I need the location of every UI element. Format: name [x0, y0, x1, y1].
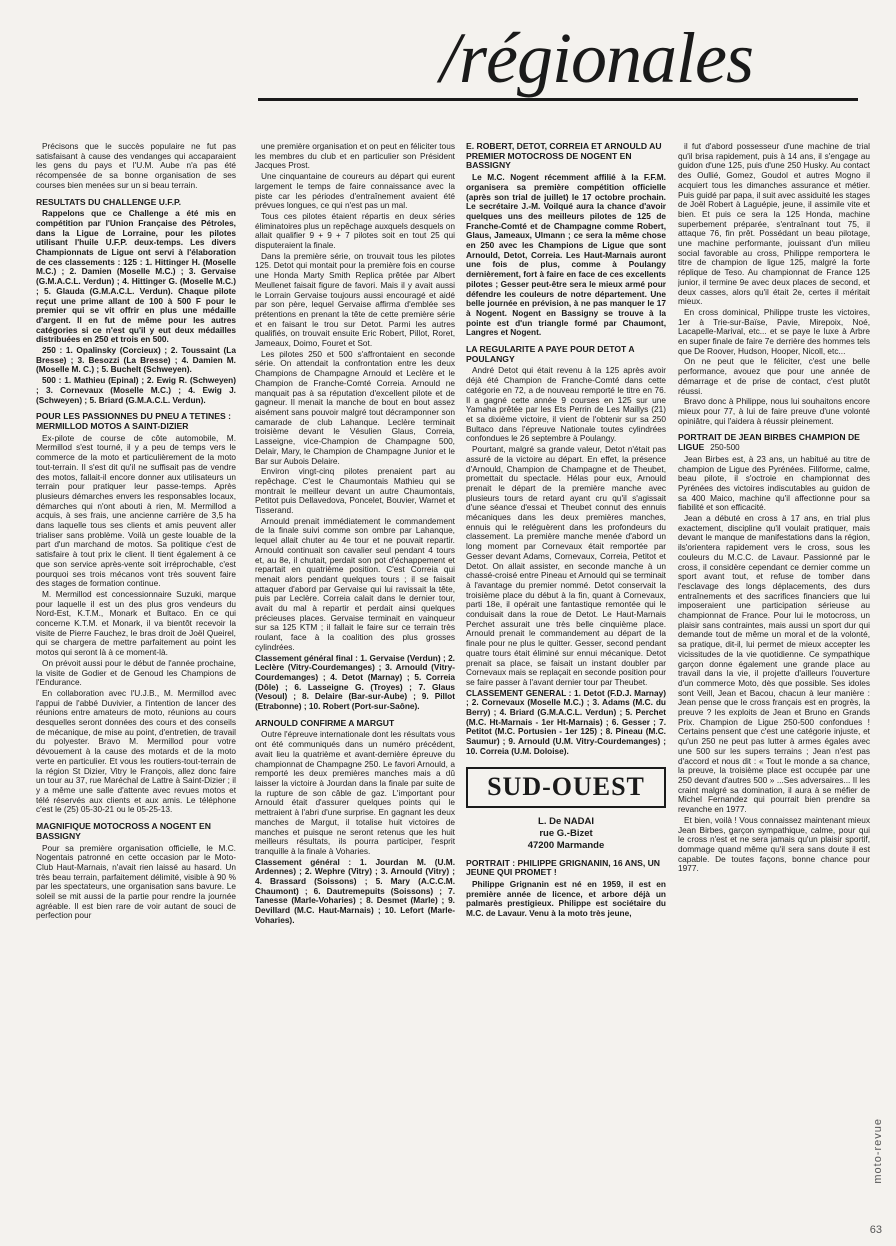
- paragraph: Classement général : 1. Jourdan M. (U.M. Ardennes) ; 2. Wephre (Vitry) ; 3. Arnould (Vitry) ; 4. Brassard (Soissons) ; 5. Mary (A.C.C.M. Chaumont) ; 6. Dautremepuits (Soissons) ; 7. Tanesse (Marle-Voharies) ; 8. Desmet (Marle) ; 9. Devillard (M.C. Haut-Marnais) ; 10. Lefort (Marle-Voharies).: [255, 856, 455, 925]
- paragraph: 500 : 1. Mathieu (Epinal) ; 2. Ewig R. (Schweyen) ; 3. Cornevaux (Moselle M.C.) ; 4. Ewig J. (Schweyen) ; 5. Briard (G.M.A.C.L. Verdun).: [36, 375, 236, 405]
- paragraph: Rappelons que ce Challenge a été mis en compétition par l'Union Française des Pétroles, dans la Ligue de Lorraine, pour les pilotes utilisant l'huile U.F.P. deux-temps. Les divers Championnats de Ligue ont servi à l'élaboration de ces classements : 125 : 1. Hittinger H. (Moselle M.C.) ; 2. Damien (Moselle M.C.) ; 3. Gervaise (G.M.A.C.L. Verdun) ; 4. Hittinger G. (Moselle M.C.) ; 5. Glauda (G.M.A.C.L. Verdun). Chaque pilote reçut une prime allant de 100 à 500 F pour le premier qui se vit offrir en plus une médaille d'argent. Il en fut de même pour les autres catégories si ce n'est qu'il y eut deux médailles distribuées en 250 et trois en 500.: [36, 208, 236, 345]
- paragraph: Jean Birbes est, à 23 ans, un habitué au titre de champion de Ligue des Pyrénées. Filiforme, calme, beau pilote, il s'octroie en championnat des Pyrénées des victoires indiscutables au guidon de sa 400 Maico, machine qu'il affectionne pour sa fiabilité et son efficacité.: [678, 453, 870, 513]
- article-heading: LA REGULARITE A PAYE POUR DETOT A POULANGY: [466, 344, 635, 364]
- paragraph: il fut d'abord possesseur d'une machine de trial qu'il brisa rapidement, puis à 14 ans, il s'engage au guidon d'une 125, puis d'une 250 Husky. Au contact des Oullié, Gomez, Goudol et autres Mogno il acquiert tous les dimanches assurance et métier. Puis guidé par papa, il suit avec assiduité les stages de Joël Robert à Laguépie, jeune, il assimile vite et bien. Et puis ce sera la 125 Honda, machine superbement préparée, s'entraînant tout 75, il attaque 76, fin prêt. Possédant un beau pilotage, une machine performante, jouissant d'un milieu social favorable au cross, Philippe remportera le titre de champion de ligue 125, malgré la forte réplique de Teso. Au championnat de France 125 junior, il termine 9e avec deux places de second, et deux casses, alors qu'il était 2e, certes il méritait mieux.: [678, 142, 870, 307]
- column-2: [255, 142, 455, 1234]
- column-3: [466, 142, 666, 1234]
- paragraph: On ne peut que le féliciter, c'est une belle performance, avouez que pour une année de démarrage et de prise de contact, c'est plutôt réussi.: [678, 356, 870, 396]
- paragraph: En collaboration avec l'U.J.B., M. Mermillod avec l'appui de l'abbé Duvivier, a l'intention de lancer des réunions entre amateurs de moto, réunions au cours desquelles seront données des cours et des conseils de mécanique, de mise au point, d'entretien, de travail du polyester. Bravo M. Mermillod pour votre dévouement à la cause des motards et de la moto verte en particulier. Et vous les routiers-tout-terrain de la région St Dizier, Vitry le François, allez donc faire un tour au 37, rue Maréchal de Lattre à Saint-Dizier ; il y a même une salle d'attente avec revues motos et télé réservés aux clients et aux amis. Le téléphone c'est le (25) 05-30-21 ou le 05-25-13.: [36, 687, 236, 815]
- article-heading: PORTRAIT : PHILIPPE GRIGNANIN, 16 ANS, UN JEUNE QUI PROMET !: [466, 857, 661, 878]
- paragraph: Pour sa première organisation officielle, le M.C. Nogentais patronné en cette occasion par le Moto-Club Haut-Marnais, n'avait rien laissé au hasard. Un très beau terrain, parfaitement délimité, visible à 90 % par les spectateurs, une organisation sans bavure. Le soleil se mit aussi de la partie pour rendre la journée agréable. Il est bien rare de voir autant de souci de perfection pour: [36, 842, 236, 921]
- paragraph: On prévoit aussi pour le début de l'année prochaine, la visite de Godier et de Genoud les Champions de l'Endurance.: [36, 657, 236, 688]
- paragraph: Dans la première série, on trouvait tous les pilotes 125. Detot qui montait pour la première fois en course une Honda Marty Smith Replica prêtée par Albert Meullenet faisait figure de favori. Mais il y avait aussi le Lorrain Gervaise toujours aussi encouragé et aidé par son père, lequel Gervaise affirma d'emblée ses prétentions en prenant la tête de cette première série et en faisant le trou sur Detot. Parmi les autres qualifiés, on trouvait ensuite Eric Robert, Pillot, Roret, Jameaux, Doimo, Fouret et Sot.: [255, 250, 455, 349]
- paragraph: Philippe Grignanin est né en 1959, il est en première année de licence, et arbore déjà un palmarès prestigieux. Philippe est sociétaire du M.C. de Lavaur. Venu à la moto très jeune,: [466, 879, 666, 919]
- paragraph: Ex-pilote de course de côte automobile, M. Mermillod s'est tourné, il y a peu de temps vers le commerce de la moto et particulièrement de la moto tout-terrain. Il s'est dit qu'il ne suffisait pas de vendre des motos, fallait-il encore donner aux utilisateurs un terrain pour pratiquer leur passe-temps. Après plusieurs démarches envers les responsables locaux, démarches qui n'ont abouti à rien, M. Mermillod a acquis, à ses frais, une ancienne carrière de 3,5 ha dans laquelle tous ses clients et amis peuvent aller trialiser sans problème. Voilà un geste louable de la part d'un marchand de motos. Sa politique c'est de satisfaire à tout prix le client. Il tient également à ce que son service après-vente soit irréprochable, c'est pourquoi ses trois mécanos vont très souvent faire des stages de formation continue.: [36, 432, 236, 589]
- section-title: /régionales: [440, 18, 753, 98]
- paragraph: Outre l'épreuve internationale dont les résultats vous ont été communiqués dans un numéro précédent, avait lieu la quatrième et avant-dernière épreuve du championnat de Champagne 250. Le favori Arnould, a remporté les deux premières manches mais a dû laisser la victoire à Jourdan dans la finale par suite de la rupture de son câble de gaz. L'important pour Arnould était d'assurer quelques points qui le mettraient à l'abri d'une surprise. En gagnant les deux manches de Margut, il totalise huit victoires de manches et puisque ne seront retenus que les huit meilleurs résultats, ils pourra participer, l'esprit tranquille à la finale à Voharies.: [255, 729, 455, 856]
- paragraph: Une cinquantaine de coureurs au départ qui eurent largement le temps de faire connaissance avec la piste car les périodes d'entraînement avaient été prévues longues, ce qui n'est pas un mal.: [255, 171, 455, 211]
- column-4: [678, 142, 870, 1234]
- page-number: 63: [869, 1224, 882, 1236]
- article-heading: E. ROBERT, DETOT, CORREIA ET ARNOULD AU PREMIER MOTOCROSS DE NOGENT EN BASSIGNY: [466, 142, 662, 171]
- header-rule: [258, 98, 858, 101]
- paragraph: 250 : 1. Opalinsky (Corcieux) ; 2. Toussaint (La Bresse) ; 3. Besozzi (La Bresse) ; 4. Damien M. (Moselle M. C.) ; 5. Buchelt (Schweyen).: [36, 345, 236, 375]
- magazine-name: moto-revue: [872, 1118, 884, 1184]
- paragraph: une première organisation et on peut en féliciter tous les membres du club et en particulier son Président Jacques Prost.: [255, 142, 455, 171]
- paragraph: Environ vingt-cinq pilotes prenaient part au repêchage. C'est le Chaumontais Mathieu qui se montrait le meilleur devant un autre Chaumontais, Petitot puis Dellavedova, Poncelet, Bouvier, Warnet et Tisserand.: [255, 466, 455, 516]
- paragraph: Arnould prenait immédiatement le commandement de la finale suivi comme son ombre par Lahanque, lequel allait chuter au 4e tour et ne pouvait repartir. Arnould continuait son cavalier seul pendant 4 tours et, au 8e, il chutait, perdait son pot d'échappement et repartait en quatrième position. C'est Correia qui menait alors pendant quelques tours ; il se faisait attaquer d'abord par Gervaise qui lui ravissait la tête, puis par Leclère. Correia calait dans le dernier tour, avait du mal à repartir et perdait ainsi quelques précieuses places. Gervaise terminait en vainqueur sur sa 125 KTM ; il fallait le faire sur ce terrain très roulant, face à la coalition des plus grosses cylindrées.: [255, 515, 455, 652]
- article-heading: POUR LES PASSIONNES DU PNEU A TETINES : MERMILLOD MOTOS A SAINT-DIZIER: [36, 411, 231, 431]
- article-heading: MAGNIFIQUE MOTOCROSS A NOGENT EN BASSIGNY: [36, 821, 211, 841]
- article-heading: RESULTATS DU CHALLENGE U.F.P.: [36, 196, 181, 207]
- paragraph: André Detot qui était revenu à la 125 après avoir déjà été Champion de Franche-Comté dans cette catégorie en 72, a de nouveau remporté le titre en 76. Il a gagné cette année 9 courses en 125 sur une Yamaha prêtée par les Ets Perrin de Les Maillys (21) et sa dixième victoire, il vient de l'obtenir sur sa 250 Bultaco dans l'épreuve Nationale toutes cylindrées confondues le 26 septembre à Poulangy.: [466, 365, 666, 444]
- correspondent-name: L. De NADAI: [538, 815, 594, 827]
- paragraph: En cross dominical, Philippe truste les victoires, 1er à Trie-sur-Baïse, Pavie, Mirepoix, Noé, Lacapelle-Marival, etc... et se paye le luxe à Arbre en super finale de faire 7e derrière des hommes tels que De Roover, Hudson, Hooper, Nicoll, etc...: [678, 306, 870, 356]
- paragraph: Classement général final : 1. Gervaise (Verdun) ; 2. Leclère (Vitry-Courdemanges) ; 3. Arnould (Vitry-Courdemanges) ; 4. Detot (Marnay) ; 5. Correia (Dôle) ; 6. Lasseigne G. (Troyes) ; 7. Glaus (Vesoul) ; 8. Delaire (Bar-sur-Aube) ; 9. Pillot (Etrabonne) ; 10. Robert (Port-sur-Saône).: [255, 652, 455, 712]
- correspondent-address: [466, 816, 666, 852]
- paragraph: M. Mermillod est concessionnaire Suzuki, marque pour laquelle il est un des plus gros vendeurs du Nord-Est, K.T.M., Monark et Bultaco. En ce qui concerne K.T.M. et Monark, il va bientôt recevoir la visite de Pierre Fauchez, le bras droit de Joël Queirel, qui se chargera de mettre parfaitement au point les motos qui seront là à ce moment-là.: [36, 588, 236, 658]
- paragraph: Et bien, voilà ! Vous connaissez maintenant mieux Jean Birbes, garçon sympathique, calme, pour qui le cross n'est et ne sera jamais qu'un plaisir sportif, dommage quand même qu'il sera sans doute il est capable. De toutes façons, bonne chance pour 1977.: [678, 814, 870, 874]
- article-heading: ARNOULD CONFIRME A MARGUT: [255, 717, 395, 728]
- paragraph: CLASSEMENT GENERAL : 1. Detot (F.D.J. Marnay) ; 2. Cornevaux (Moselle M.C.) ; 3. Adams (M.C. du Berry) ; 4. Briard (G.M.A.C.L. Verdun) ; 5. Perchet (M.C. Ht-Marnais - 1er Ht-Marnais) ; 6. Gesser ; 7. Petitot (M.C. Portusien - 1er 125) ; 8. Pineau (M.C. Saumur) ; 9. Arnould (U.M. Vitry-Courdemanges) ; 10. Correia (U.M. Doloise).: [466, 687, 666, 756]
- region-banner: [466, 767, 666, 808]
- article-heading-category: 250-500: [710, 443, 740, 453]
- paragraph: Pourtant, malgré sa grande valeur, Detot n'était pas assuré de la victoire au départ. En effet, la présence d'Arnould, Champion de Champagne et de Theubet, promettait du spectacle. Hélas pour eux, Arnould prenait le départ de la première manche avec plusieurs tours de retard ayant cru qu'il s'agissait d'une séance d'essai et Theubet connut des ennuis mécaniques dans les deux premières manches, ennuis qui le reléguèrent dans les profondeurs du classement. La première manche menée d'abord un long moment par Cornevaux était remportée par Gesser devant Adams, Cornevaux, Correia, Petitot et Detot. On allait assister, en seconde manche à un chassé-croisé entre Pineau et Arnould qui se terminait à l'avantage du premier nommé. Detot conservait la troisième place du début à la fin, quant à Cornevaux, parti 18e, il opérait une fantastique remontée qui le conduisait dans la roue de Detot. Le Haut-Marnais Perchet assurait une très belle cinquième place. Arnould prenait le commandement au départ de la finale pour ne plus le quitter. Gesser, second pendant quatre tours était éliminé sur ennui mécanique. Detot prenait sa place, se faisait un instant doubler par Cornevaux mais se replaçait en seconde position pour se faire passer à l'avant dernier tour par Theubet.: [466, 444, 666, 687]
- correspondent-city: 47200 Marmande: [527, 839, 605, 851]
- article-heading: [678, 433, 870, 452]
- paragraph: Tous ces pilotes étaient répartis en deux séries éliminatoires plus un repêchage auxquels desquels on allait qualifier 9 + 9 + 7 pilotes soit en tout 25 qui disputeraient la finale.: [255, 210, 455, 251]
- paragraph: Jean a débuté en cross à 17 ans, en trial plus exactement, discipline qu'il voulait pratiquer, mais devant le manque de manifestations dans la région, ils'orientera rapidement vers le cross, sous les couleurs du M.C.C. de Lavaur. Passionné par le cross, il considère cependant ce dernier comme un sport avant tout, et refuse de tomber dans l'esclavage des longs déplacements, des durs entraînements et des sacrifices financiers que lui imposeraient une participation sérieuse au championnat de France. Pour lui le motocross, un plaisir sans contraintes, mais aussi un sport dur qui demande tout de même un moral et de la volonté, sa pratique, dit-il, lui permet de mieux accepter les vicissitudes de la vie quotidienne. Ce sympathique garçon donne également une grande place au travail dans la vie, il projette d'ailleurs l'ouverture d'un commerce Moto, dès que possible. Ses idoles sont Veill, Jean et Bacou, chacun à leur manière : Jean pense que le cross français est en progrès, la preuve ? les exploits de Jean et Bruno en Grands Prix. Champion de Ligue 250-500 confondues ! Certains pensent que c'est une catégorie injuste, et qu'un 250 ne peut pas lutter à armes égales avec une 500 sur les supers terrains ; Jean n'est pas d'accord et nous dit : « Tout le monde a sa chance, la preuve, la troisième place est occupée par une 250 devant d'autres 500 » ...Ses adversaires... Il les craint malgré sa domination, il aura à se méfier de Michel Fernandez qui pourrait bien prendre sa revanche en 1977.: [678, 513, 870, 815]
- article-heading-text: PORTRAIT DE JEAN BIRBES CHAMPION DE LIGUE: [678, 432, 860, 453]
- paragraph: Bravo donc à Philippe, nous lui souhaitons encore mieux pour 77, à lui de faire preuve d'une volonté opiniâtre, qui l'aidera à réussir pleinement.: [678, 396, 870, 426]
- paragraph: Les pilotes 250 et 500 s'affrontaient en seconde série. On attendait la confrontation entre les deux Champions de Champagne Arnould et Leclère et le Champion de Franche-Comté Correia. Arnould ne manquait pas à sa réputation d'excellent pilote et de gagneur. Il menait la manche de bout en bout assez aisément sans pouvoir malgré tout décramponner son camarade de club Lahanque. Leclère terminait troisième devant le Vésulien Glaus, Correia, Lasseigne, vice-Champion de Champagne 500, Delair, Mary, le Champion de Champagne Junior et le Bar sur Aubois Delaire.: [255, 348, 455, 466]
- column-1: [36, 142, 236, 1234]
- paragraph: Le M.C. Nogent récemment affilié à la F.F.M. organisera sa première compétition officielle (après son trial de juillet) le 17 octobre prochain. Le secrétaire J.-M. Voilqué aura la chance d'avoir quelques uns des meilleurs pilotes de 125 de Franche-Comté et de Champagne comme Robert, Glaus, Jameaux, Ulmann ; ce sera la même chose en 250 avec les Champions de Ligue que sont Arnould, Detot, Correia. Les Haut-Marnais auront une fois de plus, comme à Poulangy dernièrement, fort à faire en face de ces excellents pilotes ; Gesser peut-être sera le mieux armé pour défendre les couleurs de notre département. Une belle journée en prévision, à ne pas manquer le 17 à Nogent. Nogent en Bassigny se trouve à la pointe est d'un triangle formé par Chaumont, Langres et Nogent.: [466, 172, 666, 338]
- correspondent-street: rue G.-Bizet: [539, 827, 593, 839]
- paragraph: Précisons que le succès populaire ne fut pas satisfaisant à cause des vendanges qui accaparaient les gens du pays et l'U.M. Aube n'a pas été récompensée de sa bonne organisation de ses courses bien menées sur un si beau terrain.: [36, 142, 236, 190]
- region-banner-title: SUD-OUEST: [487, 771, 645, 801]
